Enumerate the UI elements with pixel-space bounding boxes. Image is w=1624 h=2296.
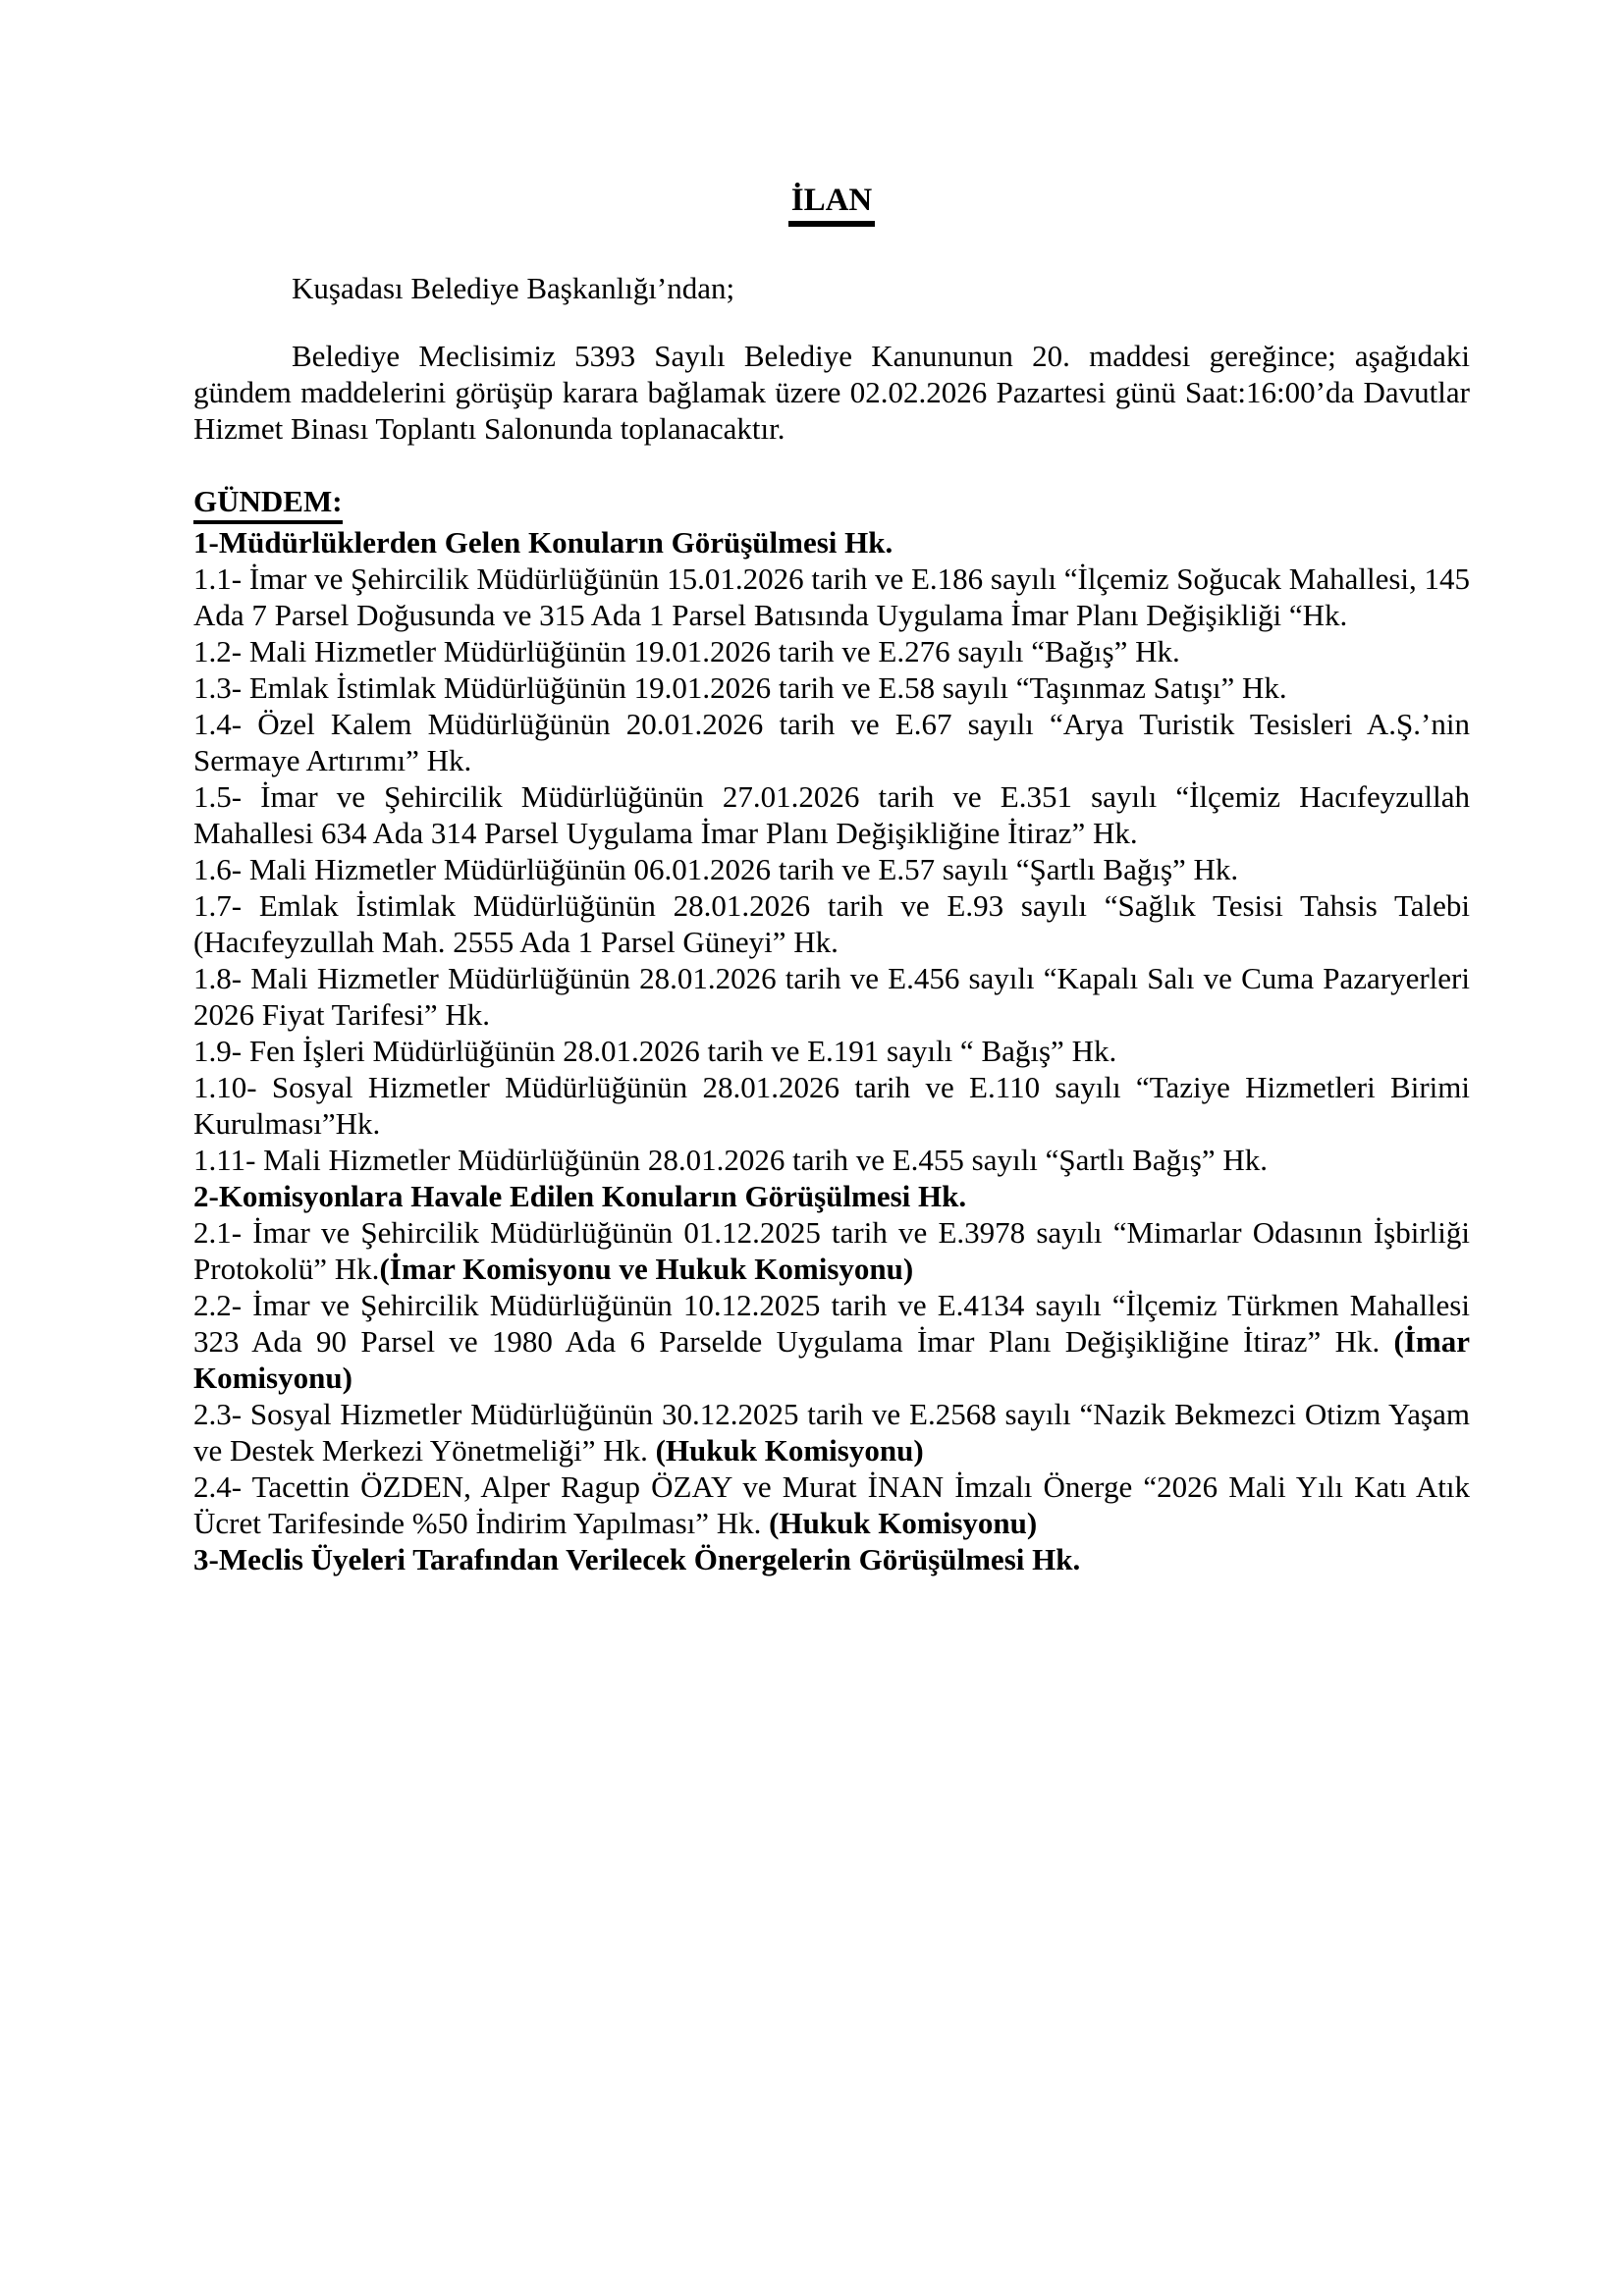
agenda-item [193, 851, 1470, 887]
agenda-item [193, 633, 1470, 669]
agenda-item-run: 1.4- Özel Kalem Müdürlüğünün 20.01.2026 tarih ve E.67 sayılı “Arya Turistik Tesisleri A.Ş.’nin Sermaye Artırımı” Hk. [193, 707, 1470, 777]
intro-paragraph: Belediye Meclisimiz 5393 Sayılı Belediye Kanununun 20. maddesi gereğince; aşağıdaki gündem maddelerini görüşüp karara bağlamak üzere 02.02.2026 Pazartesi günü Saat:16:00’da Davutlar Hizmet Binası Toplantı Salonunda toplanacaktır. [193, 339, 1470, 446]
agenda-item [193, 1033, 1470, 1069]
agenda-item-run: 1.5- İmar ve Şehircilik Müdürlüğünün 27.01.2026 tarih ve E.351 sayılı “İlçemiz Hacıfeyzullah Mahallesi 634 Ada 314 Parsel Uygulama İmar Planı Değişikliğine İtiraz” Hk. [193, 779, 1470, 850]
agenda-item [193, 887, 1470, 960]
agenda-item [193, 1214, 1470, 1287]
agenda-item-run: 1.11- Mali Hizmetler Müdürlüğünün 28.01.2026 tarih ve E.455 sayılı “Şartlı Bağış” Hk. [193, 1143, 1269, 1177]
agenda-item [193, 1069, 1470, 1142]
sender-line: Kuşadası Belediye Başkanlığı’ndan; [292, 271, 735, 305]
agenda-item [193, 1396, 1470, 1468]
agenda-item-run: 2.2- İmar ve Şehircilik Müdürlüğünün 10.12.2025 tarih ve E.4134 sayılı “İlçemiz Türkmen Mahallesi 323 Ada 90 Parsel ve 1980 Ada 6 Parselde Uygulama İmar Planı Değişikliğine İtiraz” Hk. [193, 1288, 1470, 1359]
agenda-heading [193, 483, 1470, 524]
document-title-text: İLAN [788, 183, 876, 227]
agenda-item-run: 1.8- Mali Hizmetler Müdürlüğünün 28.01.2026 tarih ve E.456 sayılı “Kapalı Salı ve Cuma Pazaryerleri 2026 Fiyat Tarifesi” Hk. [193, 961, 1470, 1032]
agenda-item [193, 1178, 1470, 1214]
agenda-item-run: 1.1- İmar ve Şehircilik Müdürlüğünün 15.01.2026 tarih ve E.186 sayılı “İlçemiz Soğucak Mahallesi, 145 Ada 7 Parsel Doğusunda ve 315 Ada 1 Parsel Batısında Uygulama İmar Planı Değişikliği “Hk. [193, 561, 1471, 632]
document-title [193, 183, 1470, 227]
agenda-list [193, 524, 1470, 1577]
agenda-item [193, 960, 1470, 1033]
agenda-heading-text: GÜNDEM: [193, 483, 343, 524]
agenda-item [193, 524, 1470, 561]
agenda-item-run: 1.3- Emlak İstimlak Müdürlüğünün 19.01.2026 tarih ve E.58 sayılı “Taşınmaz Satışı” Hk. [193, 670, 1287, 705]
agenda-item-bold-run: (Hukuk Komisyonu) [655, 1433, 924, 1468]
agenda-item-bold-run: 2-Komisyonlara Havale Edilen Konuların Görüşülmesi Hk. [193, 1179, 967, 1213]
agenda-item-bold-run: 1-Müdürlüklerden Gelen Konuların Görüşülmesi Hk. [193, 525, 893, 560]
agenda-item-bold-run: (İmar Komisyonu ve Hukuk Komisyonu) [379, 1252, 914, 1286]
agenda-item-run: 2.3- Sosyal Hizmetler Müdürlüğünün 30.12.2025 tarih ve E.2568 sayılı “Nazik Bekmezci Otizm Yaşam ve Destek Merkezi Yönetmeliği” Hk. [193, 1397, 1470, 1468]
agenda-item-run: 2.1- İmar ve Şehircilik Müdürlüğünün 01.12.2025 tarih ve E.3978 sayılı “Mimarlar Odasının İşbirliği Protokolü” Hk. [193, 1215, 1470, 1286]
agenda-item-run: 2.4- Tacettin ÖZDEN, Alper Ragup ÖZAY ve Murat İNAN İmzalı Önerge “2026 Mali Yılı Katı Atık Ücret Tarifesinde %50 İndirim Yapılması” Hk. [193, 1469, 1470, 1540]
agenda-item-bold-run: 3-Meclis Üyeleri Tarafından Verilecek Önergelerin Görüşülmesi Hk. [193, 1542, 1081, 1576]
agenda-item [193, 1287, 1470, 1396]
agenda-item-run: 1.7- Emlak İstimlak Müdürlüğünün 28.01.2026 tarih ve E.93 sayılı “Sağlık Tesisi Tahsis Talebi (Hacıfeyzullah Mah. 2555 Ada 1 Parsel Güneyi” Hk. [193, 888, 1470, 959]
agenda-item-run: 1.10- Sosyal Hizmetler Müdürlüğünün 28.01.2026 tarih ve E.110 sayılı “Taziye Hizmetleri Birimi Kurulması”Hk. [193, 1070, 1470, 1141]
agenda-item-run: 1.2- Mali Hizmetler Müdürlüğünün 19.01.2026 tarih ve E.276 sayılı “Bağış” Hk. [193, 634, 1180, 668]
agenda-item [193, 1468, 1470, 1541]
agenda-item-run: 1.6- Mali Hizmetler Müdürlüğünün 06.01.2026 tarih ve E.57 sayılı “Şartlı Bağış” Hk. [193, 852, 1239, 886]
document-content [193, 183, 1470, 1577]
agenda-item [193, 706, 1470, 778]
agenda-item [193, 1142, 1470, 1178]
agenda-item [193, 778, 1470, 851]
agenda-item [193, 669, 1470, 706]
agenda-item-bold-run: (Hukuk Komisyonu) [769, 1506, 1038, 1540]
agenda-item-run: 1.9- Fen İşleri Müdürlüğünün 28.01.2026 tarih ve E.191 sayılı “ Bağış” Hk. [193, 1034, 1117, 1068]
agenda-item-bold-run: (İmar Komisyonu) [193, 1324, 1470, 1395]
agenda-item [193, 1541, 1470, 1577]
agenda-item [193, 561, 1470, 633]
